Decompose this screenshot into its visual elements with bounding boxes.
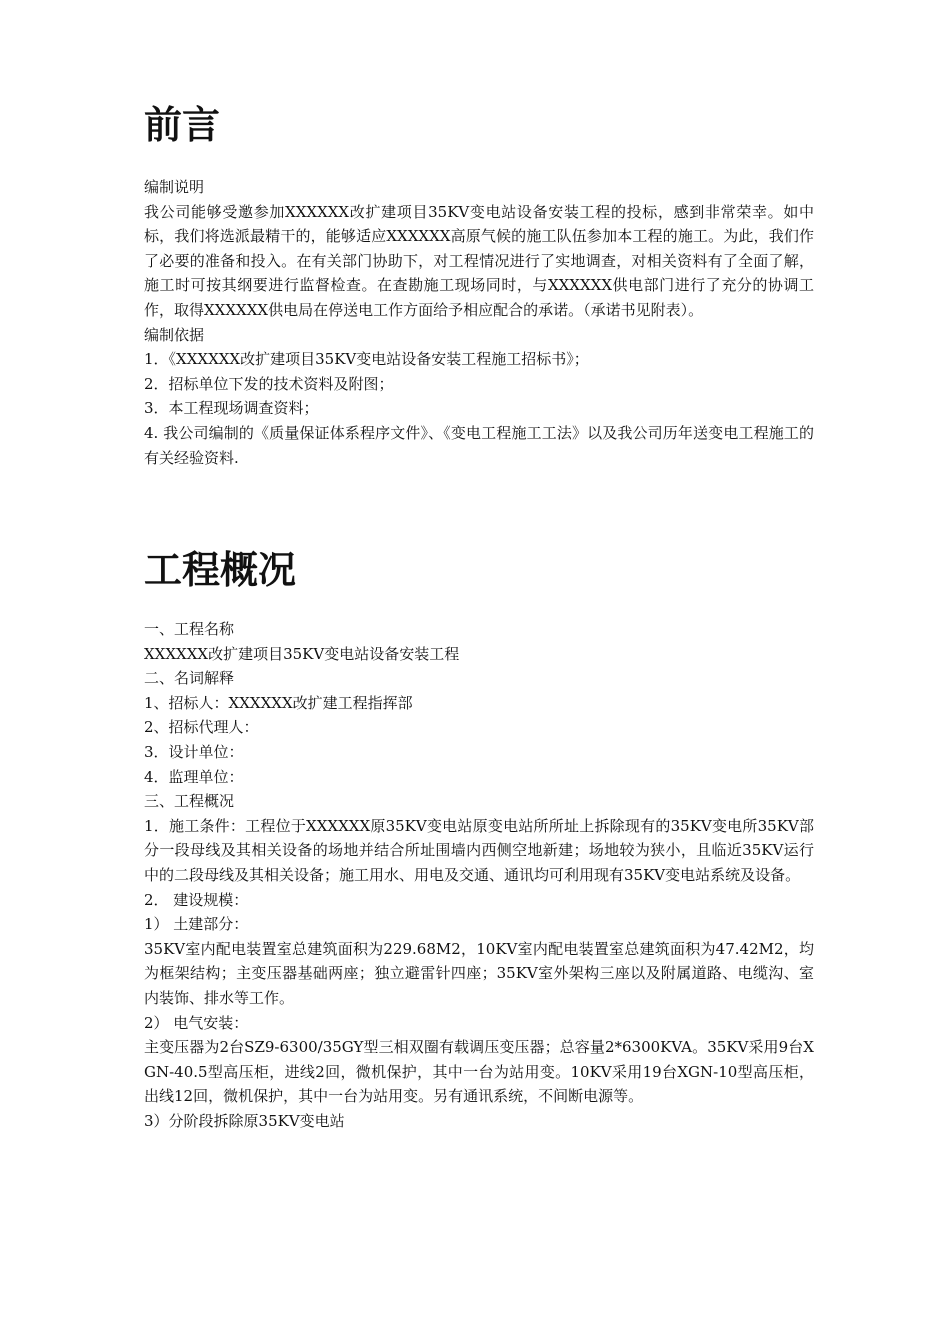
subheading-scale: 2． 建设规模： <box>144 890 249 909</box>
project-name-text: XXXXXX改扩建项目35KV变电站设备安装工程 <box>144 644 460 663</box>
subheading-civil-works: 1） 土建部分： <box>144 915 249 934</box>
construction-conditions: 1．施工条件：工程位于XXXXXX原35KV变电站原变电站所所址上拆除现有的35KV变电所35KV部分一段母线及其相关设备的场地并结合所址围墙内西侧空地新建；场地较为狭小，且临近35KV运行中的二段母线及其相关设备；施工用水、用电及交通、通讯均可利用现有35KV变电站系统及设备。 <box>144 816 814 884</box>
overview-body <box>144 617 814 1133</box>
subheading-compilation-notes: 编制说明 <box>144 178 205 196</box>
basis-item-4: 4. 我公司编制的《质量保证体系程序文件》、《变电工程施工工法》以及我公司历年送变电工程施工的有关经验资料. <box>144 423 814 467</box>
section-title-overview: 工程概况 <box>144 547 297 592</box>
civil-works-text: 35KV室内配电装置室总建筑面积为229.68M2，10KV室内配电装置室总建筑面积为47.42M2，均为框架结构；主变压器基础两座；独立避雷针四座；35KV室外架构三座以及附属道路、电缆沟、室内装饰、排水等工作。 <box>144 939 814 1007</box>
term-design-unit: 3．设计单位： <box>144 742 244 761</box>
term-supervision-unit: 4．监理单位： <box>144 767 244 786</box>
term-agent: 2、招标代理人： <box>144 718 259 737</box>
subheading-demolition: 3）分阶段拆除原35KV变电站 <box>144 1111 345 1130</box>
subheading-terms: 二、名词解释 <box>144 669 235 688</box>
term-tenderer: 1、招标人：XXXXXX改扩建工程指挥部 <box>144 693 413 712</box>
basis-item-1: 1．《XXXXXX改扩建项目35KV变电站设备安装工程施工招标书》； <box>144 350 589 369</box>
preface-body <box>144 175 814 470</box>
paragraph-introduction: 我公司能够受邀参加XXXXXX改扩建项目35KV变电站设备安装工程的投标，感到非常荣幸。如中标，我们将选派最精干的，能够适应XXXXXX高原气候的施工队伍参加本工程的施工。为此，我们作了必要的准备和投入。在有关部门协助下，对工程情况进行了实地调查，对相关资料有了全面了解，施工时可按其纲要进行监督检查。在查勘施工现场同时，与XXXXXX供电部门进行了充分的协调工作，取得XXXXXX供电局在停送电工作方面给予相应配合的承诺。（承诺书见附表）。 <box>144 202 814 319</box>
basis-item-3: 3．本工程现场调查资料； <box>144 399 319 418</box>
basis-item-2: 2．招标单位下发的技术资料及附图； <box>144 374 394 393</box>
subheading-project-overview: 三、工程概况 <box>144 792 235 811</box>
subheading-compilation-basis: 编制依据 <box>144 325 205 344</box>
subheading-project-name: 一、工程名称 <box>144 620 235 638</box>
section-title-preface: 前言 <box>144 102 221 147</box>
electrical-text: 主变压器为2台SZ9-6300/35GY型三相双圈有载调压变压器；总容量2*6300KVA。35KV采用9台XGN-40.5型高压柜，进线2回，微机保护，其中一台为站用变。10KV采用19台XGN-10型高压柜，出线12回，微机保护，其中一台为站用变。另有通讯系统，不间断电源等。 <box>144 1038 814 1106</box>
subheading-electrical: 2） 电气安装： <box>144 1013 249 1032</box>
